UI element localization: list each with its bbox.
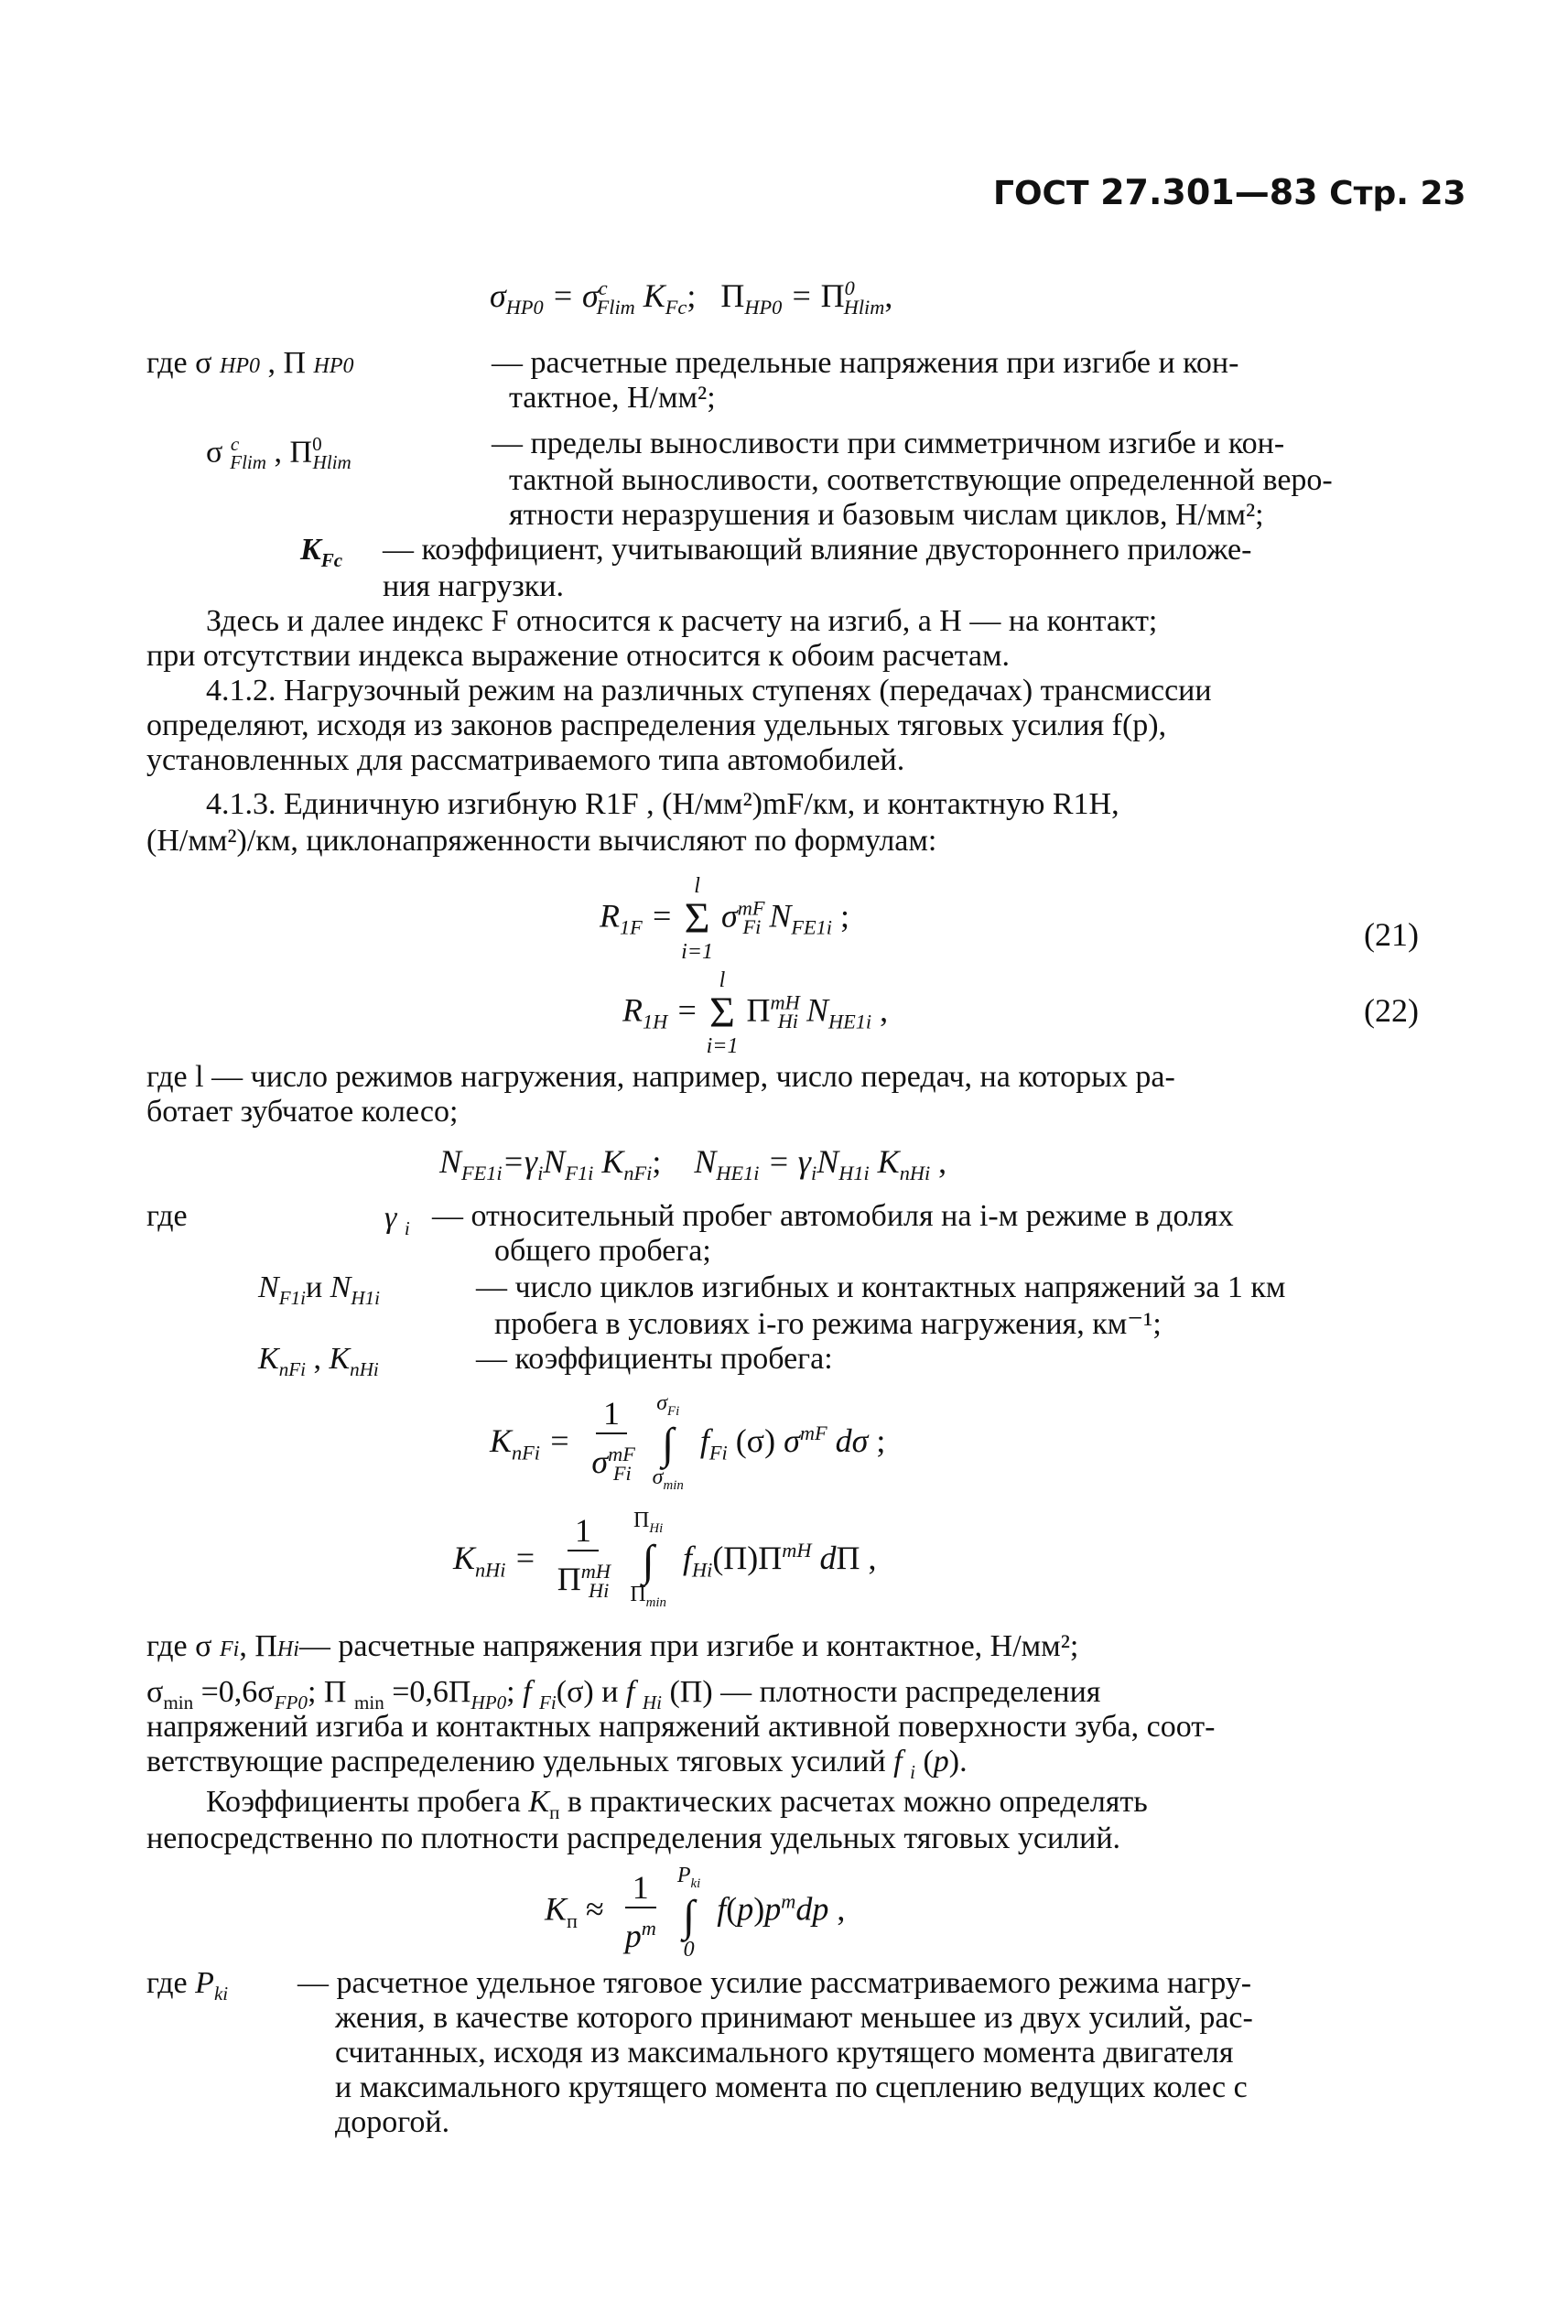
def-sigma-lim-desc1: — пределы выносливости при симметричном изгибе и кон- [492, 427, 1285, 460]
def-gamma-desc2: общего пробега; [494, 1234, 711, 1268]
page-label: Стр. [1329, 175, 1409, 212]
formula-hp0: $\sigma_{HP0} = \sigma^c_{Flim}$ $K_{Fc}$; $\Pi_{HP0} = \Pi^0_{Hlim}$, [490, 276, 893, 319]
formula-nfe: $N_{FE1i}=\gamma_iN_{F1i}$ $K_{пFi}$; $N_{HE1i} = \gamma_iN_{H1i}$ $K_{пHi}$ , [439, 1143, 947, 1185]
para-smin-line3: ветствующие распределению удельных тяговых усилий f $_i$ (p). [146, 1745, 968, 1783]
para-smin-line2: напряжений изгиба и контактных напряжений активной поверхности зуба, соот- [146, 1710, 1216, 1744]
page-header [993, 172, 1466, 212]
formula-kphi: $K_{пHi}$ = $\frac{1}{\Pi^{mH}_{Hi}}$ $\Pi_{Hi}$ ∫ $\Pi_{min}$ $f_{Hi}(\Pi)\Pi^{mH}$ dΠ , [453, 1508, 877, 1610]
para-here-line2: при отсутствии индекса выражение относится к обоим расчетам. [146, 639, 1011, 673]
def-n-desc1: — число циклов изгибных и контактных напряжений за 1 км [476, 1270, 1286, 1304]
def-gamma-desc1: — относительный пробег автомобиля на i-м режиме в долях [432, 1199, 1234, 1233]
para-413-line1: 4.1.3. Единичную изгибную R1F , (Н/мм²)mF/км, и контактную R1H, [206, 787, 1119, 821]
formula-21: $R_{1F}$ = l Σ i=1 $\sigma^{mF}_{Fi}$ $N_{FE1i}$ ; [600, 874, 849, 964]
standard-number: 27.301—83 [1100, 172, 1318, 212]
def-kfc-desc2: ния нагрузки. [383, 569, 564, 603]
def-sigma-lim-term: σ $^c_{Flim}$ , $\Pi^0_{Hlim}$ [206, 433, 351, 474]
formula-22: $R_{1H}$ = l Σ i=1 $\Pi^{mH}_{Hi}$ $N_{HE1i}$ , [622, 968, 889, 1058]
para-kp-line2: непосредственно по плотности распределения удельных тяговых усилий. [146, 1821, 1121, 1855]
para-kp-line1: Коэффициенты пробега $K_п$ в практических расчетах можно определять [206, 1785, 1148, 1823]
def-sigma-hp0-desc2: тактное, Н/мм²; [509, 381, 716, 415]
def-n-desc2: пробега в условиях i-го режима нагружения, км⁻¹; [494, 1307, 1162, 1341]
gde-label: где [146, 1199, 188, 1233]
page-number: 23 [1420, 175, 1466, 212]
equation-number-22: (22) [1364, 992, 1419, 1029]
def-sigma-hp0-desc1: — расчетные предельные напряжения при изгибе и кон- [492, 346, 1239, 380]
def-pki-desc4: и максимального крутящего момента по сцеплению ведущих колес с [335, 2070, 1248, 2104]
formula-kp: $K_п$ ≈ $\frac{1}{p^m}$ $P_{ki}$ ∫ 0 $f(p)p^mdp$ , [545, 1864, 846, 1962]
para-here-line1: Здесь и далее индекс F относится к расчету на изгиб, а H — на контакт; [206, 604, 1158, 638]
def-k-desc: — коэффициенты пробега: [476, 1342, 833, 1376]
def-sigma-lim-desc3: ятности неразрушения и базовым числам циклов, Н/мм²; [509, 498, 1264, 532]
def-pki-desc5: дорогой. [335, 2105, 450, 2139]
def-sigma-hp0-term: где σ HP0 , Π HP0 [146, 346, 354, 380]
para-smin-line1: $\sigma_{min} =0,6\sigma_{FP0}$; Π $_{min} =0,6\Pi_{HP0}$; f $_{Fi}$(σ) и f $_{Hi}$ (Π) — плотности распределения [146, 1675, 1101, 1713]
def-pki-term: где $P_{ki}$ [146, 1966, 229, 2005]
def-n-term: $N_{F1i}и$ $N_{H1i}$ [258, 1270, 380, 1309]
para-413-line2: (Н/мм²)/км, циклонапряженности вычисляют по формулам: [146, 824, 937, 858]
para-412-line1: 4.1.2. Нагрузочный режим на различных ступенях (передачах) трансмиссии [206, 674, 1212, 708]
standard-label: ГОСТ [993, 175, 1089, 212]
para-412-line3: установленных для рассматриваемого типа автомобилей. [146, 743, 905, 777]
def-gamma-term: γ $_i$ [384, 1201, 410, 1239]
def-kfc-desc1: — коэффициент, учитывающий влияние двустороннего приложе- [383, 533, 1252, 567]
def-sigma-fi: где σ Fi, ΠHi— расчетные напряжения при изгибе и контактное, Н/мм²; [146, 1629, 1079, 1663]
def-k-term: $K_{пFi}$ , $K_{пHi}$ [258, 1342, 379, 1380]
para-412-line2: определяют, исходя из законов распределения удельных тяговых усилия f(p), [146, 708, 1167, 742]
def-pki-desc2: жения, в качестве которого принимают меньшее из двух усилий, рас- [335, 2001, 1253, 2035]
formula-kpfi: $K_{пFi}$ = $\frac{1}{\sigma^{mF}_{Fi}}$ $\sigma_{Fi}$ ∫ $\sigma_{min}$ $f_{Fi}$ (σ) $\sigma^{mF}$ dσ ; [490, 1391, 886, 1493]
para-l-line2: ботает зубчатое колесо; [146, 1095, 459, 1129]
para-l-line1: где l — число режимов нагружения, например, число передач, на которых ра- [146, 1060, 1175, 1094]
def-kfc-term: $K_{Fc}$ [300, 533, 343, 571]
def-pki-desc3: считанных, исходя из максимального крутящего момента двигателя [335, 2036, 1234, 2070]
def-sigma-lim-desc2: тактной выносливости, соответствующие определенной веро- [509, 463, 1333, 497]
equation-number-21: (21) [1364, 916, 1419, 953]
def-pki-desc1: — расчетное удельное тяговое усилие рассматриваемого режима нагру- [297, 1966, 1252, 2000]
